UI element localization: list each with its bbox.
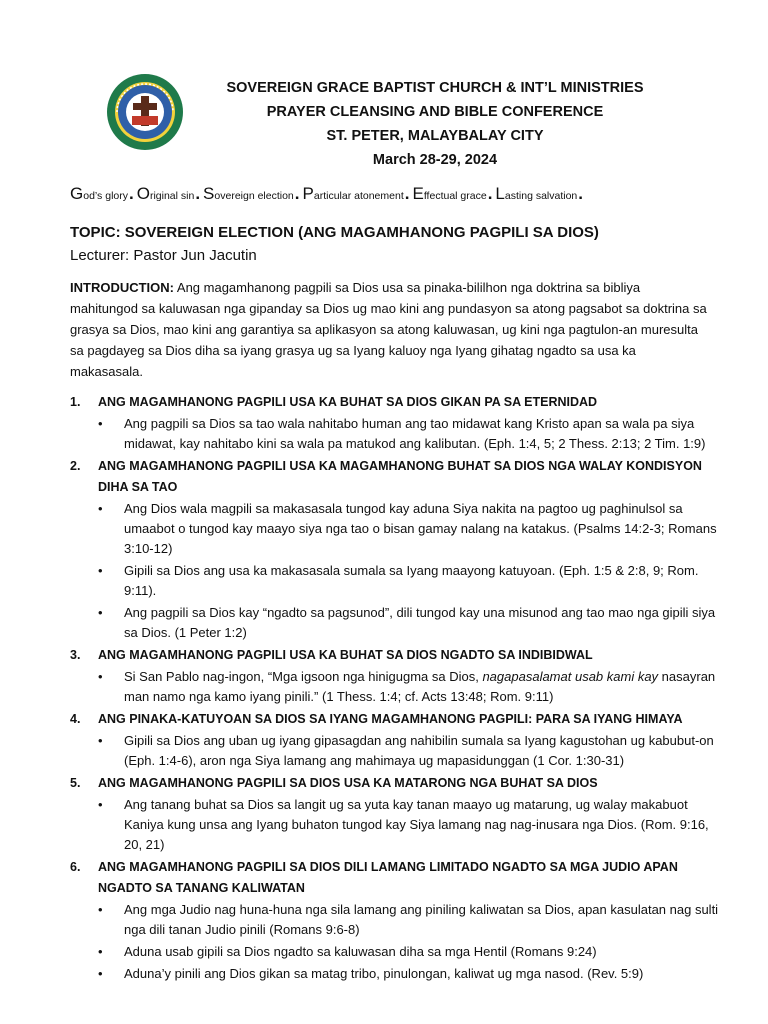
bullet-icon: • [98,944,103,959]
section-heading [70,392,720,413]
church-seal-logo [105,72,185,152]
section-number: 1. [70,395,81,409]
motto-separator: . [294,184,300,203]
list-item [98,795,720,855]
letterhead [105,72,715,172]
bullet-text: Ang mga Judio nag huna-huna nga sila lamang ang piniling kaliwatan sa Dios, apan kasulatan nag sulti nga dili tanan Judio pinili (Romans 9:6-8) [124,902,719,937]
bullet-icon: • [98,669,103,684]
bullet-text: Gipili sa Dios ang uban ug iyang gipasagdan ang nahibilin sumala sa Iyang kagustohan ug kabubut-on (Eph. 1:4-6), aron nga Siya lamang ang mahimaya ug mapasidunggan (1 Cor. 1:30-31) [124,733,714,768]
introduction-paragraph [70,277,710,382]
bullet-icon: • [98,605,103,620]
motto-separator: . [578,184,584,203]
motto-separator: . [404,184,410,203]
introduction-label: INTRODUCTION: [70,280,174,295]
event-date: March 28-29, 2024 [372,152,498,168]
list-item [98,414,720,454]
church-name: SOVEREIGN GRACE BAPTIST CHURCH & INT’L MINISTRIES [226,80,644,96]
motto-word: asting salvation [504,190,578,202]
section-title: ANG PINAKA-KATUYOAN SA DIOS SA IYANG MAGAMHANONG PAGPILI: PARA SA IYANG HIMAYA [98,712,683,726]
bullet-text: Aduna usab gipili sa Dios ngadto sa kaluwasan diha sa mga Hentil (Romans 9:24) [124,944,597,959]
bullet-icon: • [98,563,103,578]
section-title: ANG MAGAMHANONG PAGPILI SA DIOS DILI LAMANG LIMITADO NGADTO SA MGA JUDIO APAN NGADTO SA TANANG KALIWATAN [98,860,678,895]
section-heading [70,773,720,794]
list-item [98,964,720,984]
event-location: ST. PETER, MALAYBALAY CITY [326,128,544,144]
quote-text: Si San Pablo nag-ingon, “Mga igsoon nga hinigugma sa Dios, [124,669,483,684]
outline-sections [70,392,720,986]
section-heading [70,645,720,666]
bullet-icon: • [98,501,103,516]
motto-initial: G [70,184,84,203]
outline-section [70,709,720,771]
bullet-text: Aduna’y pinili ang Dios gikan sa matag tribo, pinulongan, kaliwat ug mga nasod. (Rev. 5:9) [124,966,644,981]
list-item [98,942,720,962]
bullet-icon: • [98,966,103,981]
lecturer-line: Lecturer: Pastor Jun Jacutin [70,247,257,264]
section-title: ANG MAGAMHANONG PAGPILI SA DIOS USA KA MATARONG NGA BUHAT SA DIOS [98,776,598,790]
outline-section [70,456,720,643]
motto-separator: . [195,184,201,203]
motto-initial: S [203,184,215,203]
motto-initial: O [136,184,150,203]
section-number: 3. [70,648,81,662]
section-number: 5. [70,776,81,790]
bullet-icon: • [98,797,103,812]
list-item [98,900,720,940]
outline-section [70,857,720,984]
section-number: 4. [70,712,81,726]
motto-word: articular atonement [313,190,404,202]
outline-section [70,645,720,707]
section-heading [70,709,720,730]
motto-word: ffectual grace [423,190,487,202]
motto-word: od’s glory [83,190,128,202]
motto-separator: . [487,184,493,203]
event-name: PRAYER CLEANSING AND BIBLE CONFERENCE [266,104,604,120]
motto-initial: L [495,184,505,203]
list-item [98,667,720,707]
quote-emphasis: nagapasalamat usab kami kay [482,669,659,684]
outline-section [70,392,720,454]
bullet-text: Ang tanang buhat sa Dios sa langit ug sa yuta kay tanan maayo ug matarung, ug walay makabuot Kaniya kung unsa ang Iyang buhaton tungod kay Siya lamang nag nag-inusara nga Dios. (Rom. 9:16, 20, 21) [124,797,709,852]
motto-word: riginal sin [149,190,195,202]
bullet-text: Ang pagpili sa Dios kay “ngadto sa pagsunod”, dili tungod kay una misunod ang tao mao nga gipili siya sa Dios. (1 Peter 1:2) [124,605,716,640]
outline-section [70,773,720,855]
motto-initial: E [412,184,424,203]
bullet-text: Ang Dios wala magpili sa makasasala tungod kay aduna Siya nakita na pagtoo ug paghinulsol sa umaabot o tungod kay maayo siya nga tao o bisan gamay nalang na katakus. (Psalms 14:2-3; Romans 3:10-12) [124,501,717,556]
section-heading [70,857,720,899]
bullet-icon: • [98,733,103,748]
bullet-icon: • [98,416,103,431]
quote-reference: nasayran man namo nga kamo iyang pinili.” (1 Thess. 1:4; cf. Acts 13:48; Rom. 9:11) [124,669,716,704]
topic-heading: TOPIC: SOVEREIGN ELECTION (ANG MAGAMHANONG PAGPILI SA DIOS) [70,224,599,241]
list-item [98,561,720,601]
motto-word: overeign election [214,190,294,202]
gospel-motto [70,184,710,204]
section-title: ANG MAGAMHANONG PAGPILI USA KA BUHAT SA DIOS GIKAN PA SA ETERNIDAD [98,395,598,409]
bullet-text: Gipili sa Dios ang usa ka makasasala sumala sa Iyang maayong katuyoan. (Eph. 1:5 & 2:8, 9; Rom. 9:11). [124,563,699,598]
section-number: 6. [70,860,81,874]
section-heading [70,456,720,498]
list-item [98,731,720,771]
section-number: 2. [70,459,81,473]
section-title: ANG MAGAMHANONG PAGPILI USA KA MAGAMHANONG BUHAT SA DIOS NGA WALAY KONDISYON DIHA SA TAO [98,459,702,494]
list-item [98,499,720,559]
bullet-text: Ang pagpili sa Dios sa tao wala nahitabo human ang tao midawat kang Kristo apan sa wala pa siya midawat, kay nahitabo kini sa wala pa matukod ang kalibutan. (Eph. 1:4, 5; 2 Thess. 2:13; 2 Tim. 1:9) [124,416,706,451]
motto-separator: . [128,184,134,203]
section-title: ANG MAGAMHANONG PAGPILI USA KA BUHAT SA DIOS NGADTO SA INDIBIDWAL [98,648,593,662]
list-item [98,603,720,643]
bullet-text [124,667,720,707]
bullet-icon: • [98,902,103,917]
motto-initial: P [302,184,314,203]
letterhead-text [175,76,695,172]
introduction-text: Ang magamhanong pagpili sa Dios usa sa pinaka-bililhon nga doktrina sa bibliya mahitungod sa kaluwasan nga gipanday sa Dios ug mao kini ang pundasyon sa atong pagsabot sa doktrina sa grasya sa Dios, mao kini ang garantiya sa aplikasyon sa atong kaluwasan, ug kini nga pagtulon-an muresulta sa pagdayeg sa Dios diha sa iyang grasya ug sa Iyang kaluoy nga Iyang gihatag ngadto sa usa ka makasasala. [70,280,707,379]
